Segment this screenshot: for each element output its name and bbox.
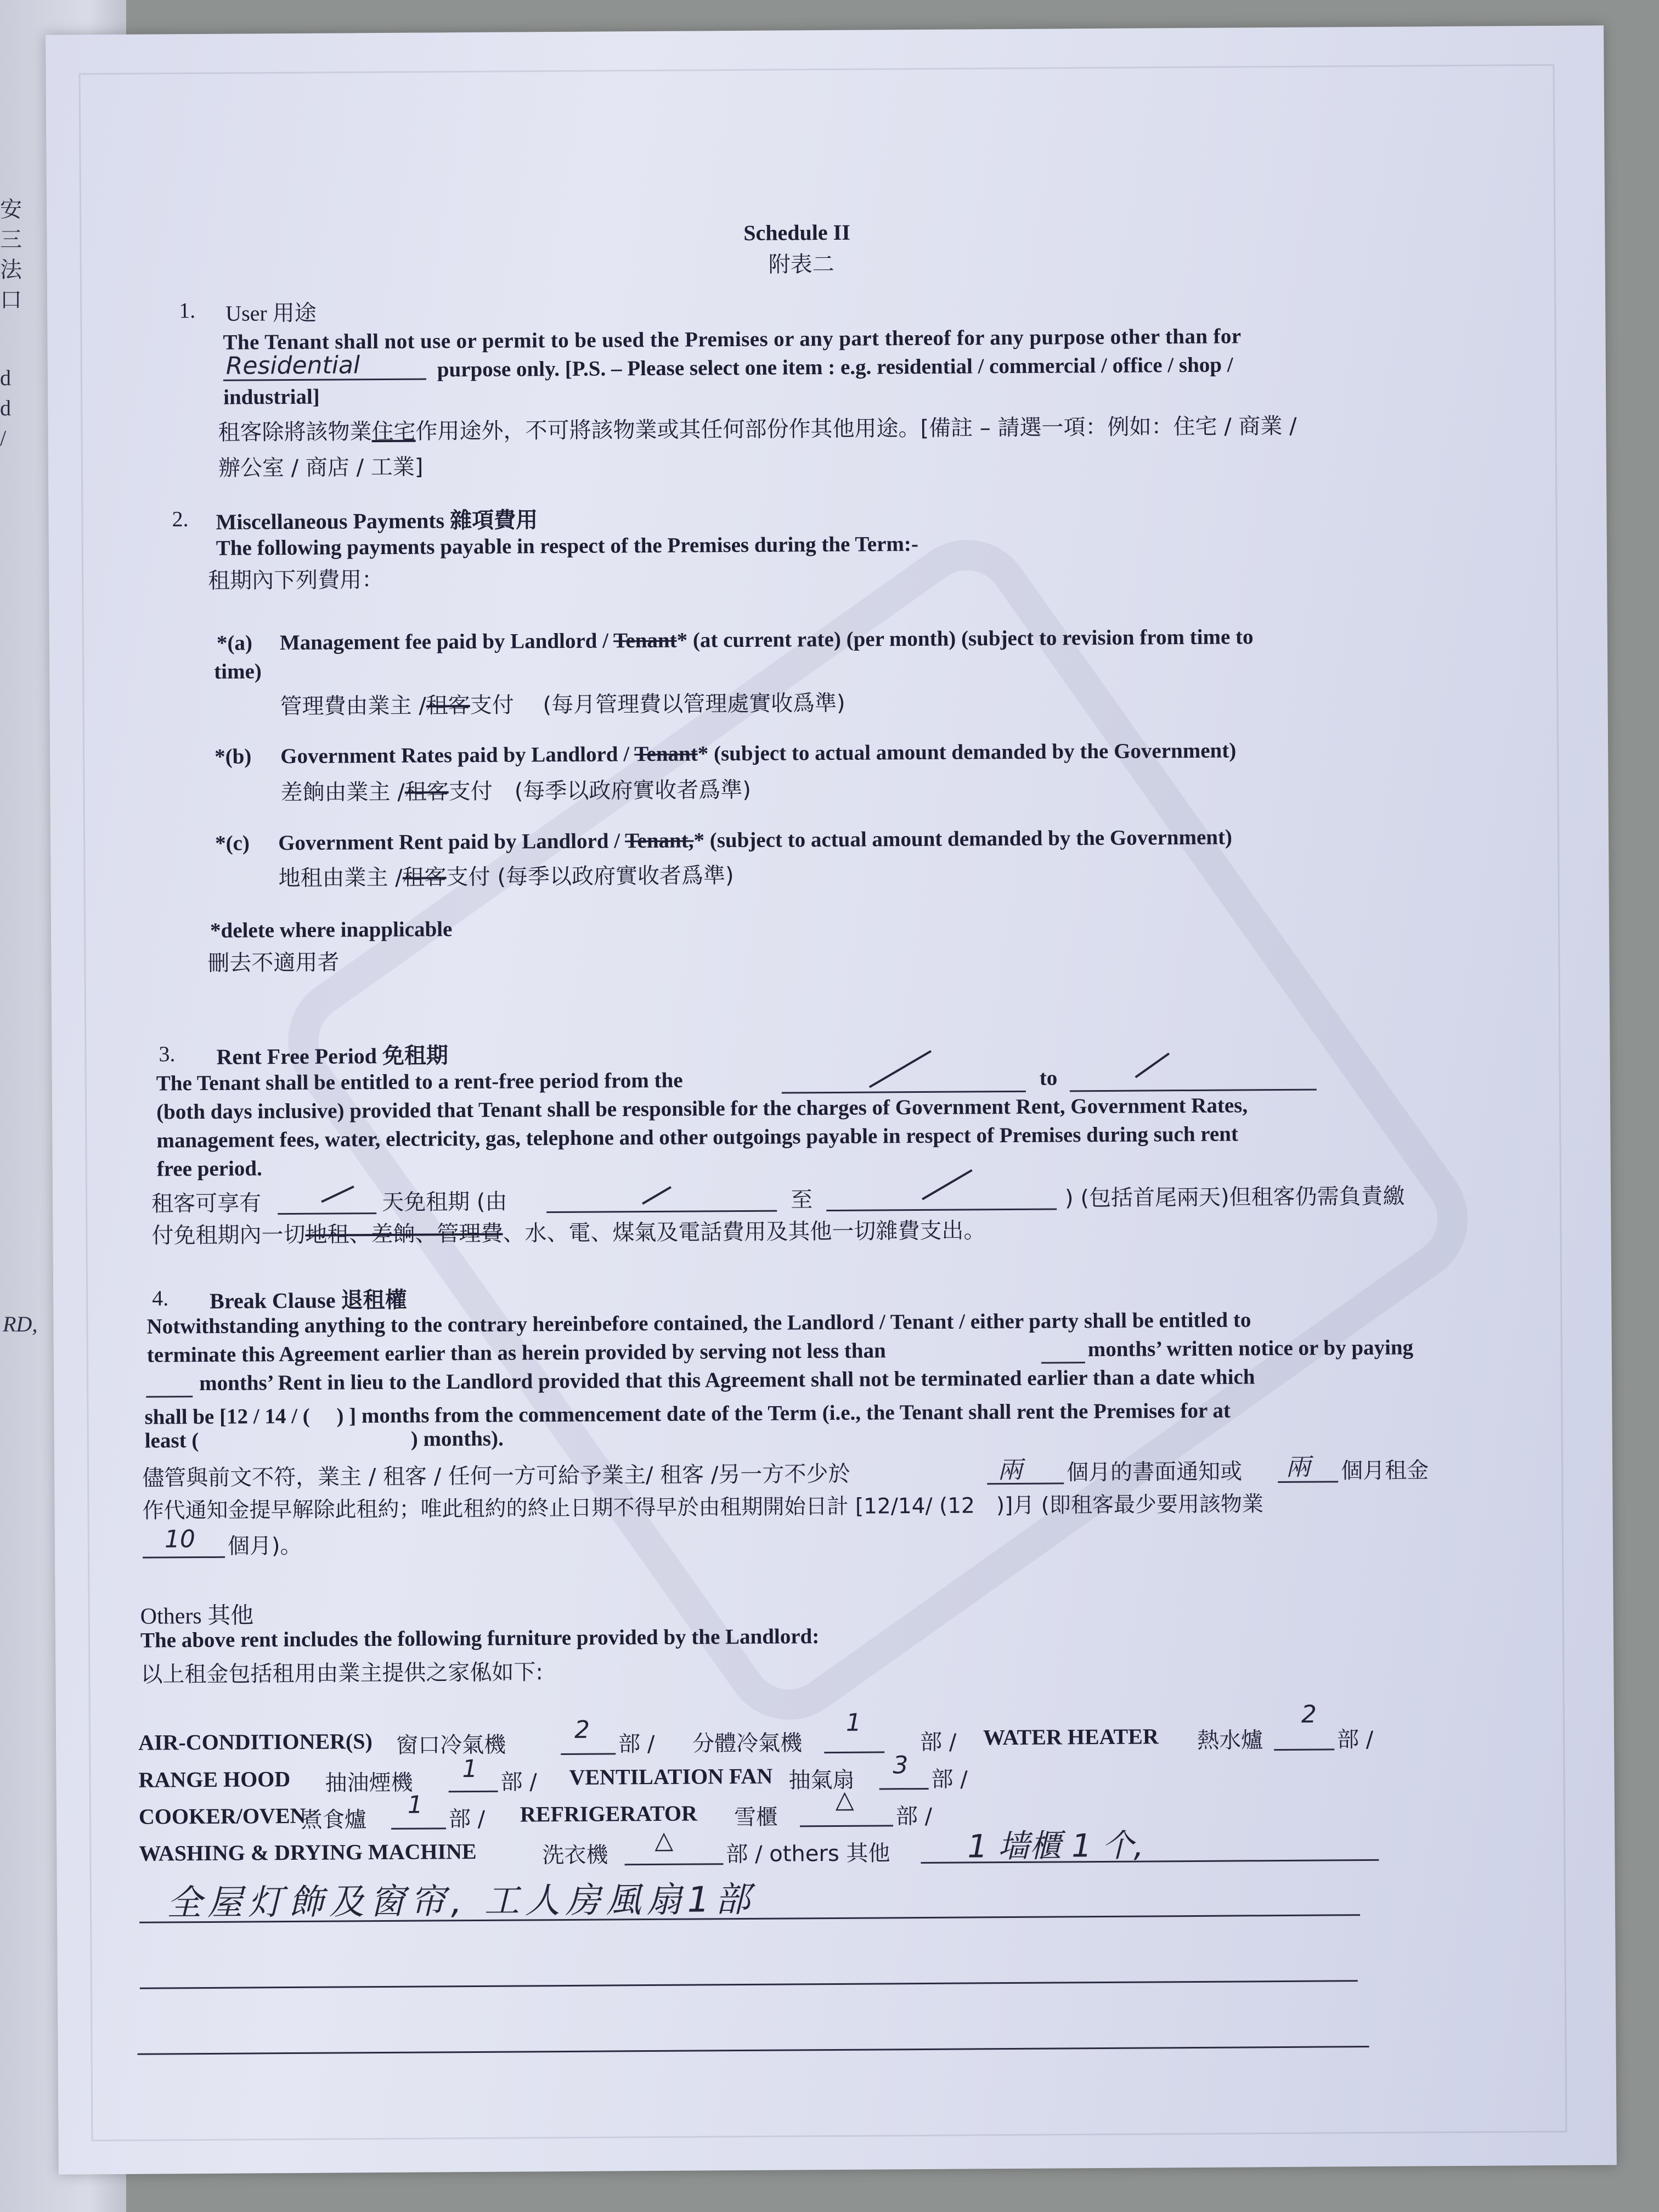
clause-text-zh: 儘管與前文不符，業主 / 租客 / 任何一方可給予業主/ 租客 /另一方不少於 — [142, 1461, 850, 1491]
fill-in-line — [1041, 1362, 1085, 1363]
text-segment: * (subject to actual amount demanded by the Government) — [697, 738, 1237, 766]
section-number: 2. — [172, 506, 189, 532]
clause-text: management fees, water, electricity, gas, telephone and other outgoings payable in respect of Premises during such rent — [156, 1122, 1239, 1153]
struck-text: 租客 — [404, 779, 449, 805]
footnote: *delete where inapplicable — [210, 917, 453, 943]
unit-text: 部 / — [1337, 1726, 1374, 1753]
handwritten-quantity: 2 — [574, 1716, 590, 1744]
clause-text: Notwithstanding anything to the contrary hereinbefore contained, the Landlord / Tenant / either party shall be entitled to — [146, 1308, 1251, 1339]
item-name-zh: 洗衣機 — [542, 1842, 608, 1869]
item-text-zh — [278, 858, 733, 892]
clause-text: purpose only. [P.S. – Please select one item : e.g. residential / commercial / office / shop / — [437, 353, 1233, 382]
text-segment: 支付 (每季以政府實收者爲準) — [448, 777, 752, 805]
others-heading: Others 其他 — [140, 1603, 254, 1629]
unit-text: 部 / — [895, 1803, 933, 1830]
handwritten-notice: 兩 — [997, 1455, 1023, 1485]
left-page-glyph: 口 — [0, 287, 22, 312]
clause-text-zh: 天免租期 (由 — [381, 1189, 507, 1216]
item-name: WATER HEATER — [983, 1724, 1159, 1750]
clause-text: months’ Rent in lieu to the Landlord provided that this Agreement shall not be terminated earlier than a date which — [199, 1365, 1255, 1396]
text-segment: 支付 (每月管理費以管理處實收爲準) — [470, 690, 845, 719]
item-label: *(b) — [215, 744, 252, 769]
text-segment: Government Rates paid by Landlord / — [280, 742, 630, 769]
item-name: REFRIGERATOR — [520, 1801, 698, 1827]
unit-text: 部 / — [448, 1806, 486, 1832]
clause-text: industrial] — [223, 385, 320, 409]
clause-text-zh: 至 — [790, 1187, 813, 1213]
item-text-zh — [280, 686, 845, 720]
underlined-use: 住宅 — [371, 419, 416, 445]
item-text: time) — [214, 659, 262, 684]
unit-text: 部 / — [920, 1729, 957, 1756]
clause-text: free period. — [156, 1156, 262, 1181]
item-name-zh: 窗口冷氣機 — [396, 1732, 506, 1758]
footnote-zh: 刪去不適用者 — [207, 950, 340, 976]
clause-text-zh: 以上租金包括租用由業主提供之家俬如下: — [140, 1660, 543, 1688]
text-segment: 租客除將該物業 — [218, 419, 372, 445]
clause-text: The above rent includes the following furniture provided by the Landlord: — [140, 1624, 820, 1652]
item-label: *(a) — [216, 631, 253, 655]
fill-in-line — [879, 1788, 929, 1790]
item-name-zh: 抽油煙機 — [325, 1770, 413, 1796]
struck-text: Tenant, — [625, 828, 694, 853]
text-segment: 作用途外，不可將該物業或其任何部份作其他用途。[備註 – 請選一項：例如：住宅 / 商業 / — [415, 413, 1297, 444]
unit-text: 部 / — [931, 1767, 968, 1792]
item-name: WASHING & DRYING MACHINE — [139, 1838, 477, 1866]
clause-text: ) months). — [410, 1426, 504, 1451]
handwritten-quantity: △ — [835, 1785, 854, 1814]
clause-text: least ( — [144, 1429, 199, 1453]
struck-text: Tenant — [634, 742, 698, 766]
unit-text: 部 / others 其他 — [726, 1841, 890, 1867]
text-segment: * (at current rate) (per month) (subject to revision from time to — [676, 625, 1254, 652]
struck-text: Tenant — [613, 628, 677, 653]
clause-text: (both days inclusive) provided that Tenant shall be responsible for the charges of Government Rent, Government Rates, — [156, 1093, 1248, 1124]
text-segment: * (subject to actual amount demanded by the Government) — [693, 825, 1233, 853]
item-name: VENTILATION FAN — [569, 1763, 773, 1790]
handwritten-months: 10 — [164, 1525, 196, 1554]
clause-text: The following payments payable in respect of the Premises during the Term:- — [216, 532, 919, 560]
left-page-glyph: RD, — [3, 1312, 38, 1336]
handwritten-quantity: 1 — [462, 1754, 478, 1784]
item-name: COOKER/OVEN — [138, 1803, 306, 1829]
clause-text: terminate this Agreement earlier than as herein provided by serving not less than — [146, 1339, 886, 1367]
clause-text-zh: 個月)。 — [227, 1533, 302, 1559]
item-name-zh: 雪櫃 — [733, 1804, 778, 1831]
item-name-zh: 抽氣扇 — [788, 1767, 855, 1793]
item-text-zh — [280, 772, 751, 806]
clause-text-zh: ) (包括首尾兩天)但租客仍需負責繳 — [1064, 1183, 1405, 1211]
text-segment: 付免租期內一切 — [151, 1222, 306, 1249]
schedule-title: Schedule II — [743, 219, 850, 245]
text-segment: 支付 (每季以政府實收者爲準) — [446, 863, 734, 890]
text-segment: 、水、電、煤氣及電話費用及其他一切雜費支出。 — [503, 1218, 986, 1246]
clause-text-zh: 作代通知金提早解除此租約；唯此租約的終止日期不得早於由租期開始日計 [12/14/ (12 )]月 (即租客最少要用該物業 — [142, 1492, 1264, 1523]
fill-in-line — [391, 1827, 446, 1830]
fill-in-line — [449, 1791, 498, 1793]
text-segment: 地租由業主 / — [278, 865, 403, 891]
clause-text-zh — [218, 409, 1296, 447]
left-page-glyph: 法 — [0, 257, 22, 282]
item-name: AIR-CONDITIONER(S) — [138, 1729, 373, 1755]
handwritten-quantity: 1 — [845, 1708, 862, 1737]
struck-text: 地租、差餉、管理費 — [305, 1221, 503, 1248]
handwritten-others: 1 墙櫃 1 个, — [967, 1826, 1144, 1865]
section-number: 4. — [152, 1285, 169, 1311]
left-page-glyph: 三 — [0, 227, 22, 252]
handwritten-quantity: 3 — [893, 1751, 909, 1780]
clause-text-zh: 辦公室 / 商店 / 工業] — [218, 454, 424, 481]
clause-text: shall be [12 / 14 / ( ) ] months from the commencement date of the Term (i.e., the Tenant shall rent the Premises for at — [144, 1398, 1231, 1429]
section-heading: Miscellaneous Payments 雜項費用 — [216, 507, 538, 534]
fill-in-line — [146, 1396, 193, 1398]
item-name-zh: 煮食爐 — [300, 1807, 367, 1833]
clause-text-zh — [151, 1213, 985, 1249]
text-segment: Government Rent paid by Landlord / — [278, 829, 620, 855]
item-label: *(c) — [215, 831, 250, 855]
clause-text-zh: 個月的書面通知或 — [1066, 1459, 1243, 1486]
fill-in-line — [561, 1753, 616, 1755]
section-number: 1. — [179, 298, 196, 323]
clause-text-zh: 租期內下列費用： — [208, 567, 384, 594]
unit-text: 部 / — [618, 1731, 655, 1757]
item-name-zh: 熱水爐 — [1197, 1728, 1263, 1753]
unit-text: 部 / — [500, 1769, 537, 1795]
left-page-glyph: d — [0, 396, 11, 420]
left-page-glyph: d — [0, 365, 11, 390]
schedule-title-zh: 附表二 — [768, 251, 834, 278]
section-number: 3. — [159, 1041, 176, 1066]
text-segment: Management fee paid by Landlord / — [279, 629, 609, 655]
handwritten-quantity: △ — [654, 1826, 674, 1854]
section-heading: Rent Free Period 免租期 — [216, 1043, 449, 1069]
item-name-zh: 分體冷氣機 — [692, 1730, 803, 1757]
clause-text: to — [1039, 1066, 1058, 1090]
handwritten-quantity: 1 — [407, 1791, 423, 1819]
handwritten-rent: 兩 — [1285, 1453, 1311, 1481]
handwritten-others-line: 全屋灯飾及窗帘, 工人房風扇1部 — [166, 1879, 756, 1924]
clause-text-zh: 租客可享有 — [151, 1190, 262, 1217]
struck-text: 租客 — [402, 865, 447, 890]
document-page — [46, 25, 1617, 2174]
item-name: RANGE HOOD — [138, 1767, 291, 1792]
clause-text: The Tenant shall not use or permit to be used the Premises or any part thereof for any purpose other than for — [223, 324, 1242, 354]
left-page-glyph: / — [0, 426, 7, 450]
struck-text: 租客 — [426, 693, 470, 719]
handwritten-quantity: 2 — [1301, 1700, 1317, 1729]
clause-text: months’ written notice or by paying — [1087, 1335, 1414, 1362]
handwritten-use: Residential — [225, 351, 360, 380]
section-heading: Break Clause 退租權 — [210, 1287, 407, 1313]
clause-text-zh: 個月租金 — [1341, 1458, 1429, 1484]
text-segment: 差餉由業主 / — [280, 779, 405, 806]
section-heading: User 用途 — [225, 300, 317, 326]
text-segment: 管理費由業主 / — [280, 693, 426, 720]
clause-text: The Tenant shall be entitled to a rent-free period from the — [156, 1068, 683, 1096]
left-page-glyph: 安 — [0, 197, 22, 222]
